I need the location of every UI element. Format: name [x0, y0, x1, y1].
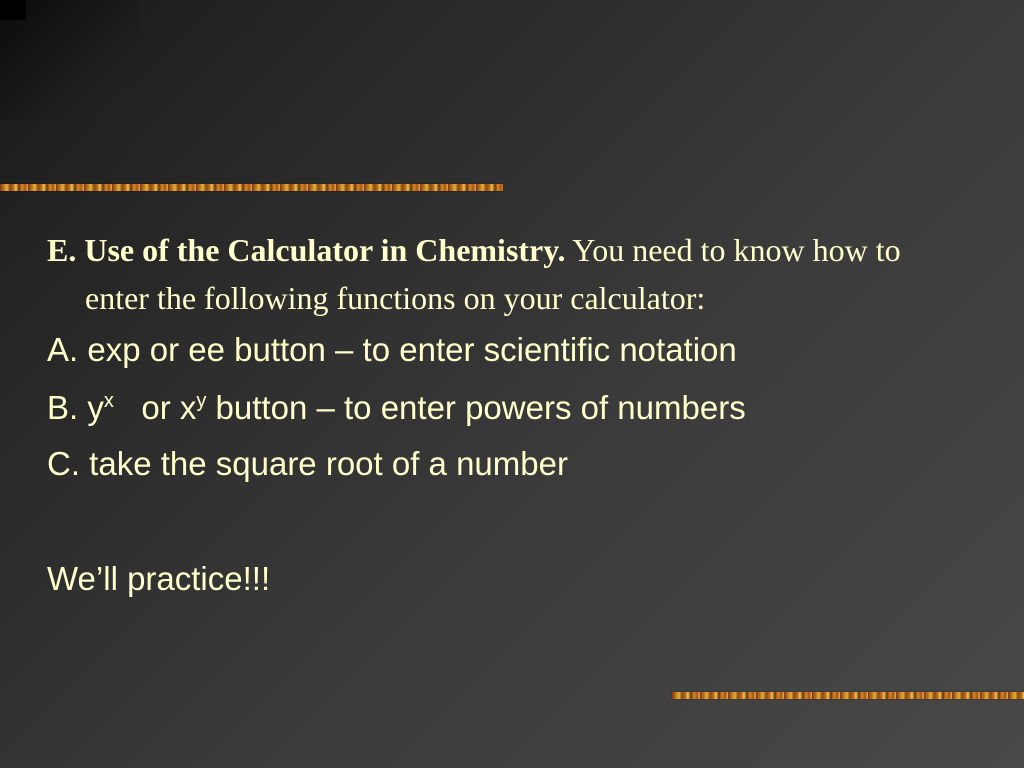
decorative-stripe-top: [0, 184, 503, 191]
item-b-sup-x: x: [103, 390, 114, 412]
list-item-c: C. take the square root of a number: [47, 445, 568, 482]
closing-text: We’ll practice!!!: [47, 560, 271, 597]
item-b-suffix: button – to enter powers of numbers: [206, 389, 746, 426]
slide-heading: [47, 226, 927, 322]
item-b-sup-y: y: [196, 390, 207, 412]
item-b-middle: or x: [141, 389, 197, 426]
heading-bold: E. Use of the Calculator in Chemistry.: [47, 232, 566, 268]
corner-block: [0, 0, 26, 20]
decorative-stripe-bottom: [672, 692, 1024, 699]
list-item-b: [47, 388, 927, 428]
item-b-prefix: B. y: [47, 389, 104, 426]
heading-text: You need to know how to enter the following functions on your calculator:: [85, 232, 901, 316]
slide-body: [47, 226, 927, 599]
list-item-a: A. exp or ee button – to enter scientific notation: [47, 331, 737, 368]
